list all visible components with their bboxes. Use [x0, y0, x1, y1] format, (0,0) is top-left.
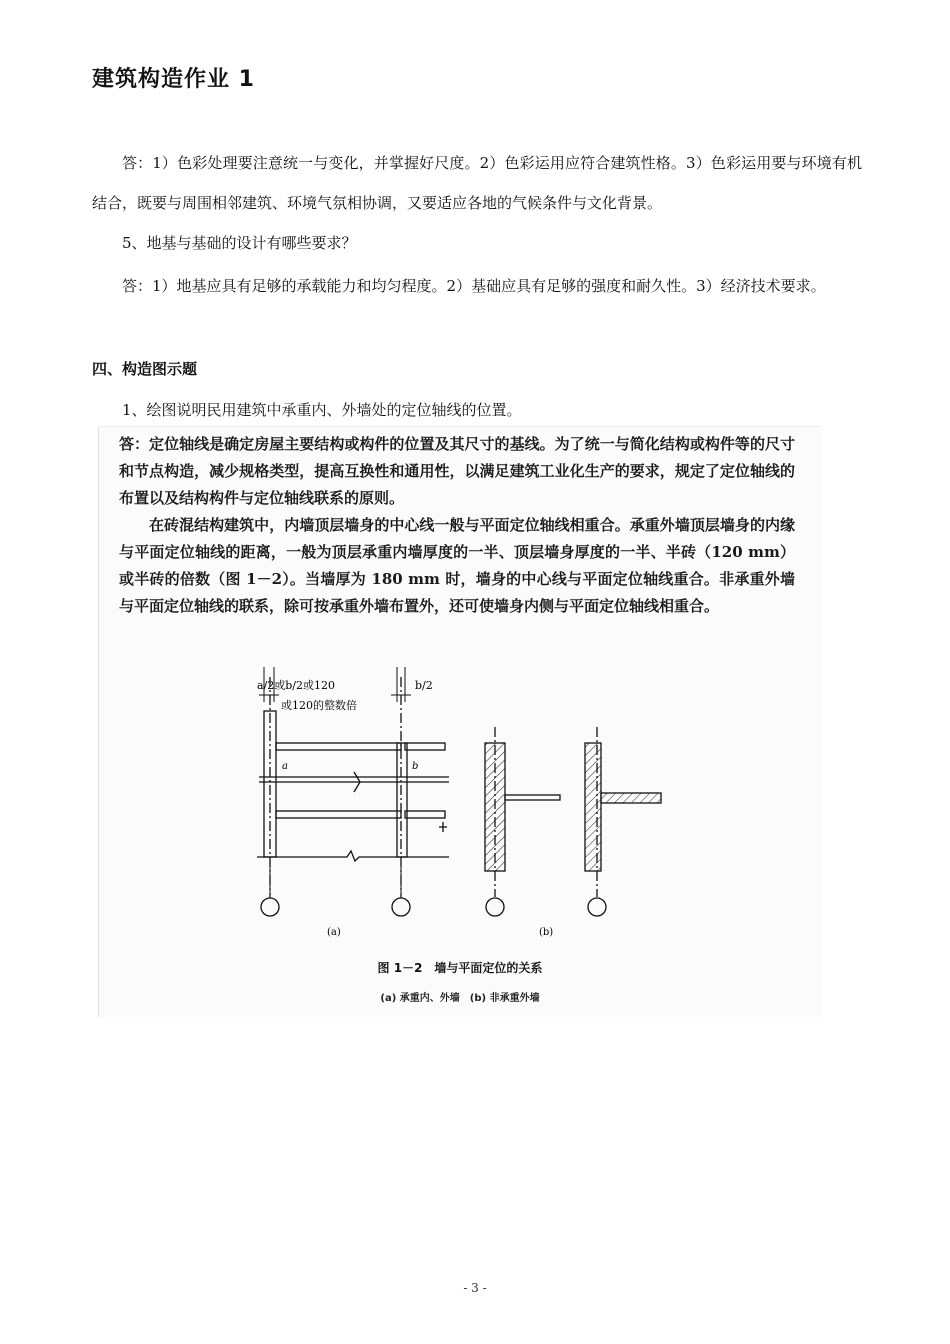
scan-paragraph-2: 在砖混结构建筑中，内墙顶层墙身的中心线一般与平面定位轴线相重合。承重外墙顶层墙身的内缘与平面定位轴线的距离，一般为顶层承重内墙厚度的一半、顶层墙身厚度的一半、半砖（120 mm）或半砖的倍数（图 1－2）。当墙厚为 180 mm 时，墙身的中心线与平面定位轴线重合。非承重外墙与平面定位轴线的联系，除可按承重外墙布置外，还可使墙身内侧与平面定位轴线相重合。 [119, 516, 795, 615]
page-number: - 3 - [463, 1281, 487, 1295]
figure-title: 图 1－2 墙与平面定位的关系 [377, 961, 543, 975]
question-1: 1、绘图说明民用建筑中承重内、外墙处的定位轴线的位置。 [122, 401, 522, 419]
dim-right-label: b/2 [415, 679, 433, 692]
scan-paragraph-1: 答：定位轴线是确定房屋主要结构或构件的位置及其尺寸的基线。为了统一与简化结构或构件等的尺寸和节点构造，减少规格类型，提高互换性和通用性，以满足建筑工业化生产的要求，规定了定位轴线的布置以及结构构件与定位轴线联系的原则。 [119, 435, 795, 507]
axis-circle-4 [588, 898, 606, 916]
label-b: b [412, 761, 419, 772]
axis-circle-1 [261, 898, 279, 916]
sub-label-b: (b) [539, 927, 554, 938]
sub-label-a: (a) [327, 927, 341, 938]
axis-circle-2 [392, 898, 410, 916]
axis-circle-3 [486, 898, 504, 916]
dim-left-label: a/2或b/2或120 [257, 679, 336, 692]
answer-5-paragraph: 答：1）地基应具有足够的承载能力和均匀程度。2）基础应具有足够的强度和耐久性。3）经济技术要求。 [122, 277, 826, 295]
section-4-heading: 四、构造图示题 [92, 360, 198, 378]
dim-left-label-2: 或120的整数倍 [281, 699, 357, 712]
figure-caption: (a) 承重内、外墙 (b) 非承重外墙 [380, 993, 540, 1004]
answer-color-paragraph: 答：1）色彩处理要注意统一与变化，并掌握好尺度。2）色彩运用应符合建筑性格。3）色彩运用要与环境有机结合，既要与周围相邻建筑、环境气氛相协调，又要适应各地的气候条件与文化背景。 [92, 154, 862, 212]
wall-axis-figure [99, 427, 821, 1017]
label-a: a [282, 761, 288, 772]
document-title: 建筑构造作业 1 [92, 67, 255, 92]
scanned-answer-image [98, 426, 821, 1017]
question-5: 5、地基与基础的设计有哪些要求？ [122, 234, 357, 252]
figure-b-walls [485, 727, 661, 897]
